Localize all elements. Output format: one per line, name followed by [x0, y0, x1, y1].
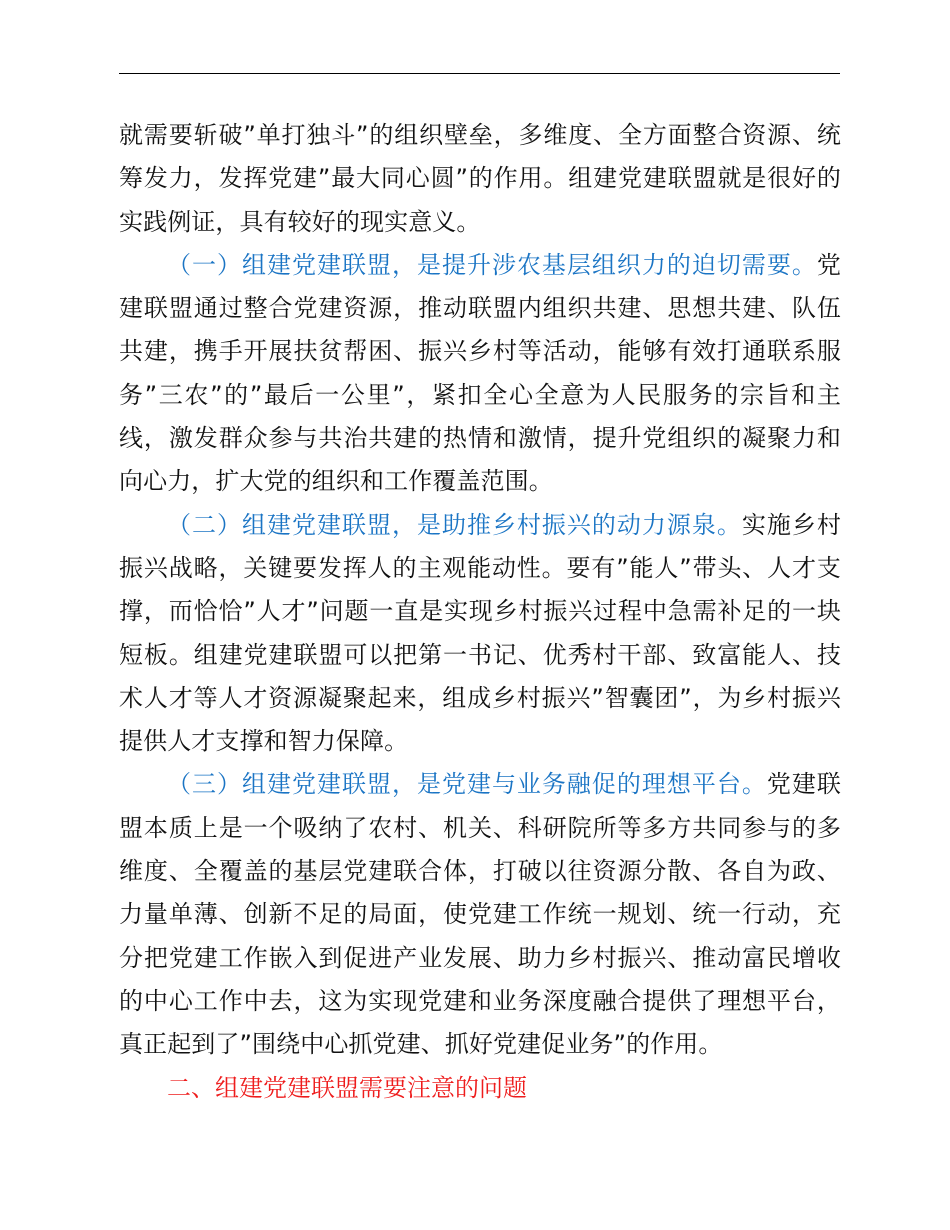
point-1-text: 党建联盟通过整合党建资源，推动联盟内组织共建、思想共建、队伍共建，携手开展扶贫帮困、振兴乡村等活动，能够有效打通联系服务”三农”的”最后一公里”，紧扣全心全意为人民服务的宗旨和主线，激发群众参与共治共建的热情和激情，提升党组织的凝聚力和向心力，扩大党的组织和工作覆盖范围。 — [119, 250, 841, 496]
paragraph-point-2 — [119, 504, 841, 764]
paragraph-text: 就需要斩破”单打独斗”的组织壁垒，多维度、全方面整合资源、统筹发力，发挥党建”最大同心圆”的作用。组建党建联盟就是很好的实践例证，具有较好的现实意义。 — [119, 121, 841, 236]
point-2-heading: （二）组建党建联盟，是助推乡村振兴的动力源泉。 — [167, 510, 742, 539]
point-1-heading: （一）组建党建联盟，是提升涉农基层组织力的迫切需要。 — [167, 250, 817, 279]
header-rule — [119, 73, 840, 74]
paragraph-intro — [119, 114, 841, 244]
point-3-text: 党建联盟本质上是一个吸纳了农村、机关、科研院所等多方共同参与的多维度、全覆盖的基层党建联合体，打破以往资源分散、各自为政、力量单薄、创新不足的局面，使党建工作统一规划、统一行动，充分把党建工作嵌入到促进产业发展、助力乡村振兴、推动富民增收的中心工作中去，这为实现党建和业务深度融合提供了理想平台，真正起到了”围绕中心抓党建、抓好党建促业务”的作用。 — [119, 770, 841, 1059]
paragraph-point-1 — [119, 244, 841, 504]
point-3-heading: （三）组建党建联盟，是党建与业务融促的理想平台。 — [167, 770, 767, 799]
paragraph-point-3 — [119, 763, 841, 1066]
point-2-text: 实施乡村振兴战略，关键要发挥人的主观能动性。要有”能人”带头、人才支撑，而恰恰”人才”问题一直是实现乡村振兴过程中急需补足的一块短板。组建党建联盟可以把第一书记、优秀村干部、致富能人、技术人才等人才资源凝聚起来，组成乡村振兴”智囊团”，为乡村振兴提供人才支撑和智力保障。 — [119, 510, 841, 756]
section-heading: 二、组建党建联盟需要注意的问题 — [167, 1073, 527, 1102]
document-body — [119, 114, 841, 1110]
